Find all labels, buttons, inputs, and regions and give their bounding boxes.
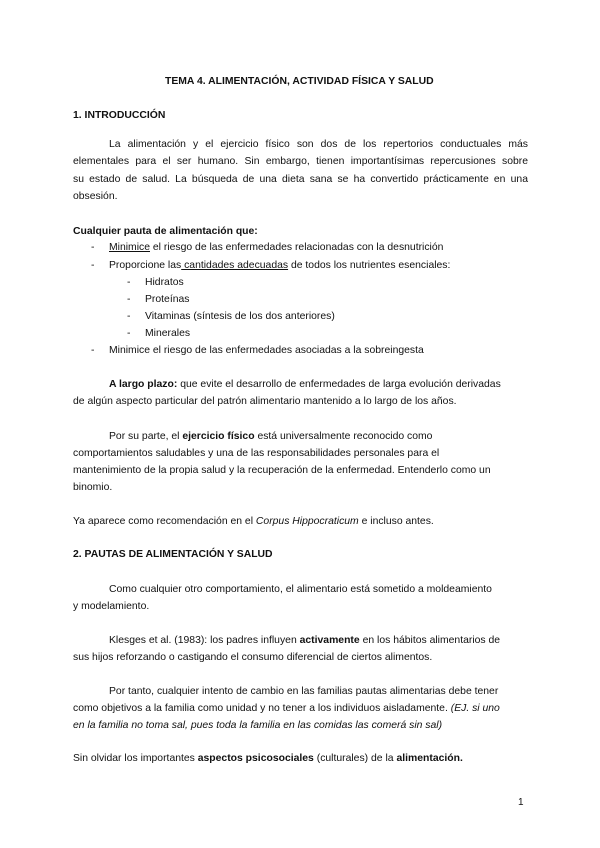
intro-line: obsesión. xyxy=(73,190,118,202)
largo-plazo-text: que evite el desarrollo de enfermedades de larga evolución derivadas xyxy=(177,379,501,390)
corpus-text: e incluso antes. xyxy=(358,516,434,527)
underlined-term: Minimice xyxy=(109,242,150,253)
portanto-text: como objetivos a la familia como unidad y no tener a los individuos aisladamente. xyxy=(73,703,448,714)
ejercicio-text: está universalmente reconocido como xyxy=(254,431,433,442)
klesges-line xyxy=(109,635,500,646)
bullet-text: de todos los nutrientes esenciales: xyxy=(288,260,451,271)
section-2-heading: 2. PAUTAS DE ALIMENTACIÓN Y SALUD xyxy=(73,549,273,560)
bullet-item xyxy=(109,260,450,271)
portanto-example: (EJ. si uno xyxy=(447,703,500,714)
page-title: TEMA 4. ALIMENTACIÓN, ACTIVIDAD FÍSICA Y SALUD xyxy=(165,76,434,87)
klesges-line: sus hijos reforzando o castigando el consumo diferencial de ciertos alimentos. xyxy=(73,652,433,663)
largo-plazo-line: de algún aspecto particular del patrón alimentario mantenido a lo largo de los años. xyxy=(73,396,457,407)
ejercicio-text: Por su parte, el xyxy=(109,431,183,442)
sin-olvidar-line xyxy=(73,753,463,764)
sub-bullet-item: Hidratos xyxy=(145,277,184,288)
section2-p1-line: Como cualquier otro comportamiento, el alimentario está sometido a moldeamiento xyxy=(109,584,492,595)
intro-line: su estado de salud. La búsqueda de una dieta sana se ha convertido prácticamente en una xyxy=(73,173,528,185)
bullet-item xyxy=(109,242,443,253)
klesges-text: Klesges et al. (1983): los padres influyen xyxy=(109,635,300,646)
bullet-item: Minimice el riesgo de las enfermedades asociadas a la sobreingesta xyxy=(109,345,424,356)
ejercicio-line: comportamientos saludables y una de las responsabilidades personales para el xyxy=(73,448,440,459)
intro-paragraph xyxy=(73,136,528,205)
portanto-example: en la familia no toma sal, pues toda la familia en las comidas las comerá sin sal) xyxy=(73,720,443,731)
corpus-text: Ya aparece como recomendación en el xyxy=(73,516,256,527)
sub-bullet-item: Vitaminas (síntesis de los dos anteriores) xyxy=(145,311,335,322)
section-1-heading: 1. INTRODUCCIÓN xyxy=(73,110,166,121)
bullet-text: Proporcione las xyxy=(109,260,182,271)
sin-olvidar-term: aspectos psicosociales xyxy=(197,753,314,764)
klesges-term: activamente xyxy=(299,635,360,646)
ejercicio-term: ejercicio físico xyxy=(182,431,255,442)
underlined-term: cantidades adecuadas xyxy=(181,260,289,271)
ejercicio-line xyxy=(109,431,432,442)
sin-olvidar-text: Sin olvidar los importantes xyxy=(73,753,198,764)
intro-line: La alimentación y el ejercicio físico son dos de los repertorios conductuales más xyxy=(109,139,528,150)
sub-bullet-dash: - xyxy=(127,311,131,322)
intro-line: elementales para el ser humano. Sin embargo, tienen importantísimas repercusiones sobre xyxy=(73,156,528,168)
largo-plazo-line xyxy=(109,379,501,390)
section2-p1-line: y modelamiento. xyxy=(73,601,150,612)
sub-bullet-dash: - xyxy=(127,277,131,288)
corpus-line xyxy=(73,516,434,527)
portanto-line: Por tanto, cualquier intento de cambio en las familias pautas alimentarias debe tener xyxy=(109,686,499,697)
klesges-text: en los hábitos alimentarios de xyxy=(359,635,501,646)
bullet-dash: - xyxy=(91,242,95,253)
sub-bullet-item: Proteínas xyxy=(145,294,190,305)
page-number: 1 xyxy=(518,797,524,808)
ejercicio-line: mantenimiento de la propia salud y la recuperación de la enfermedad. Entenderlo como un xyxy=(73,465,491,476)
sin-olvidar-text: (culturales) de la xyxy=(313,753,397,764)
sin-olvidar-term: alimentación. xyxy=(396,753,463,764)
pauta-heading: Cualquier pauta de alimentación que: xyxy=(73,226,258,237)
sub-bullet-dash: - xyxy=(127,328,131,339)
largo-plazo-label: A largo plazo: xyxy=(109,379,178,390)
portanto-line xyxy=(73,703,500,714)
corpus-title: Corpus Hippocraticum xyxy=(255,516,359,527)
sub-bullet-dash: - xyxy=(127,294,131,305)
ejercicio-line: binomio. xyxy=(73,482,113,493)
bullet-dash: - xyxy=(91,345,95,356)
bullet-text: el riesgo de las enfermedades relacionadas con la desnutrición xyxy=(150,242,444,253)
sub-bullet-item: Minerales xyxy=(145,328,191,339)
bullet-dash: - xyxy=(91,260,95,271)
